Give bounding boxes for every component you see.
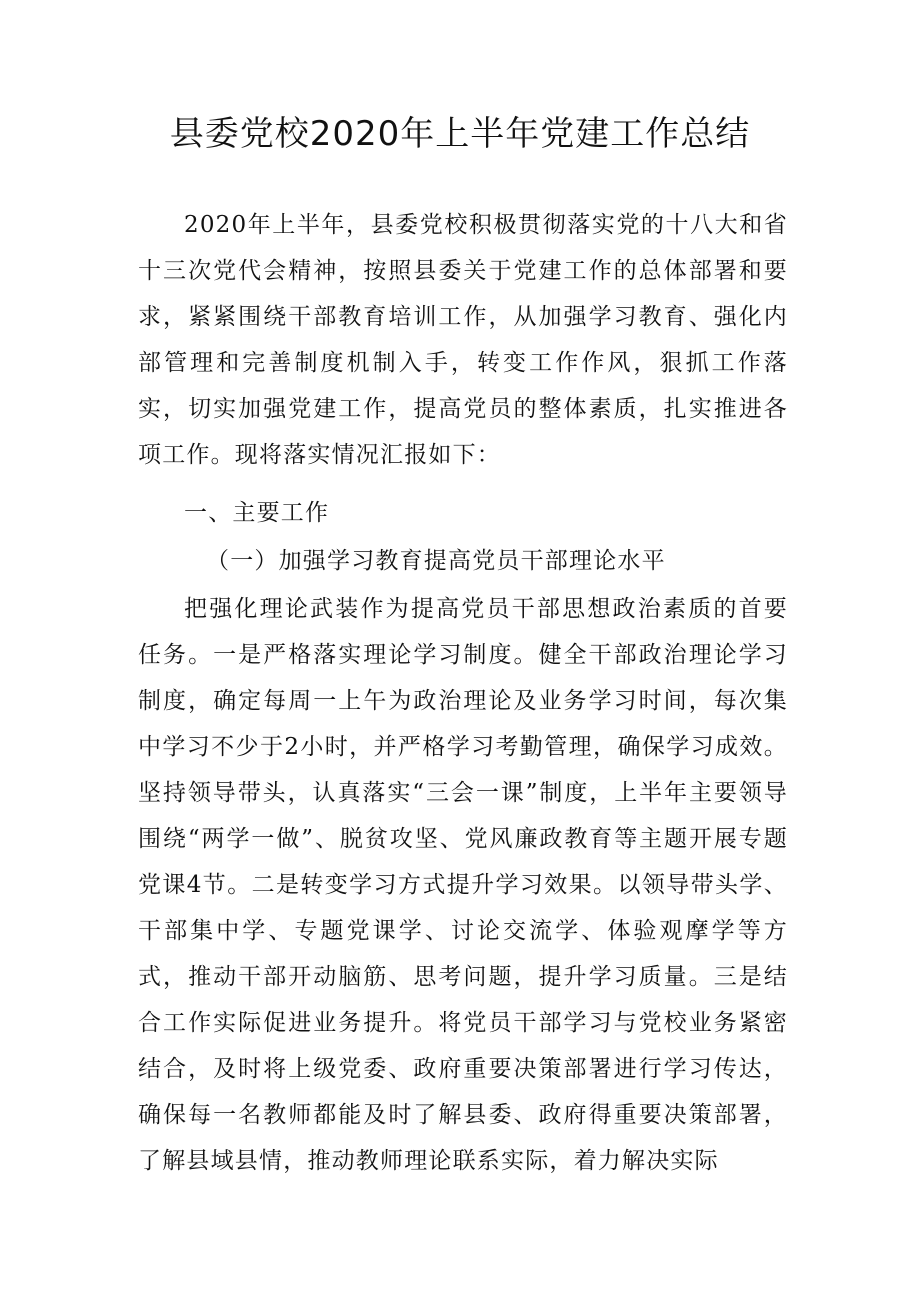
- section-heading: 一、主要工作: [184, 500, 330, 526]
- subsection-heading: （一）加强学习教育提高党员干部理论水平: [206, 548, 666, 574]
- document-title: 县委党校2020年上半年党建工作总结: [169, 114, 751, 154]
- body-paragraph: 把强化理论武装作为提高党员干部思想政治素质的首要任务。一是严格落实理论学习制度。健全干部政治理论学习制度，确定每周一上午为政治理论及业务学习时间，每次集中学习不少于2小时，并严格学习考勤管理，确保学习成效。坚持领导带头，认真落实“三会一课”制度，上半年主要领导围绕“两学一做”、脱贫攻坚、党风廉政教育等主题开展专题党课4节。二是转变学习方式提升学习效果。以领导带头学、干部集中学、专题党课学、讨论交流学、体验观摩学等方式，推动干部开动脑筋、思考问题，提升学习质量。三是结合工作实际促进业务提升。将党员干部学习与党校业务紧密结合，及时将上级党委、政府重要决策部署进行学习传达，确保每一名教师都能及时了解县委、政府得重要决策部署，了解县域县情，推动教师理论联系实际，着力解决实际: [138, 596, 788, 1174]
- intro-paragraph: 2020年上半年，县委党校积极贯彻落实党的十八大和省十三次党代会精神，按照县委关于党建工作的总体部署和要求，紧紧围绕干部教育培训工作，从加强学习教育、强化内部管理和完善制度机制入手，转变工作作风，狠抓工作落实，切实加强党建工作，提高党员的整体素质，扎实推进各项工作。现将落实情况汇报如下：: [138, 212, 788, 468]
